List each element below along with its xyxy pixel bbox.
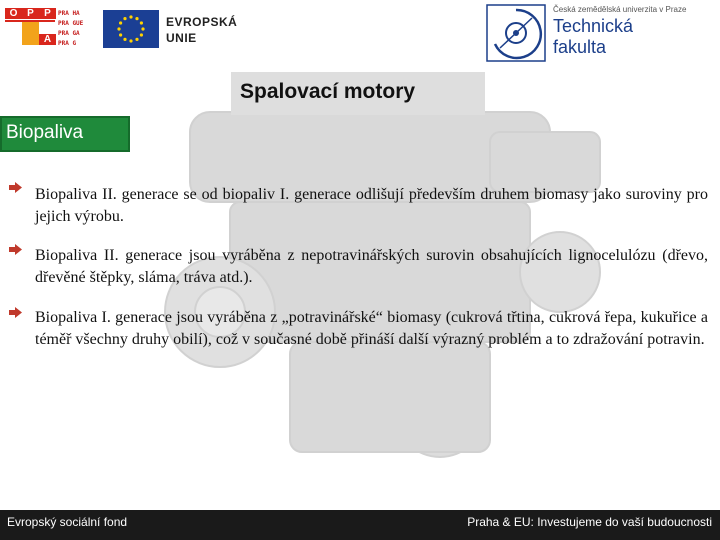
faculty-name-line1: Technická (553, 16, 634, 36)
oppa-letter-o: O (5, 8, 22, 19)
footer-left-text: Evropský sociální fond (7, 515, 128, 529)
section-label: Biopaliva (6, 122, 84, 143)
praha-line: PRA HA (58, 10, 80, 17)
footer-right-text: Praha & EU: Investujeme do vaší budoucnosti (467, 515, 712, 529)
arrow-bullet-icon (9, 244, 22, 255)
slide-title: Spalovací motory (240, 80, 416, 103)
eu-logo-line1: EVROPSKÁ (166, 15, 238, 29)
praha-line: PRA GA (58, 30, 80, 37)
praha-logo (58, 9, 98, 51)
header-band (0, 0, 720, 72)
eu-flag-icon (103, 10, 159, 48)
oppa-letter-a: A (39, 34, 56, 45)
eu-logo-line2: UNIE (166, 31, 197, 45)
faculty-emblem-icon (486, 4, 546, 62)
bullet-text: Biopaliva II. generace se od biopaliv I. generace odlišují především druhem biomasy jako suroviny pro jejich výrobu. (35, 186, 708, 225)
oppa-letter-p2: P (39, 8, 56, 19)
oppa-letter-p1: P (22, 8, 39, 19)
arrow-bullet-icon (9, 307, 22, 318)
bullet-text: Biopaliva II. generace jsou vyráběna z nepotravinářských surovin obsahujících lignocelulózu (dřevo, dřevěné štěpky, sláma, tráva atd.). (35, 247, 708, 286)
faculty-name (553, 16, 633, 58)
praha-line: PRA GUE (58, 20, 84, 27)
praha-line: PRA G (58, 40, 77, 47)
university-name: Česká zemědělská univerzita v Praze (553, 5, 687, 14)
faculty-name-line2: fakulta (553, 37, 607, 57)
arrow-bullet-icon (9, 182, 22, 193)
bullet-text: Biopaliva I. generace jsou vyráběna z „potravinářské“ biomasy (cukrová třtina, cukrová řepa, kukuřice a téměř všechny druhy obilí), což v současné době přináší další výrazný problém a to zdražování potravin. (35, 309, 708, 348)
engine-background-image (110, 72, 650, 512)
eu-logo-text (166, 14, 237, 46)
